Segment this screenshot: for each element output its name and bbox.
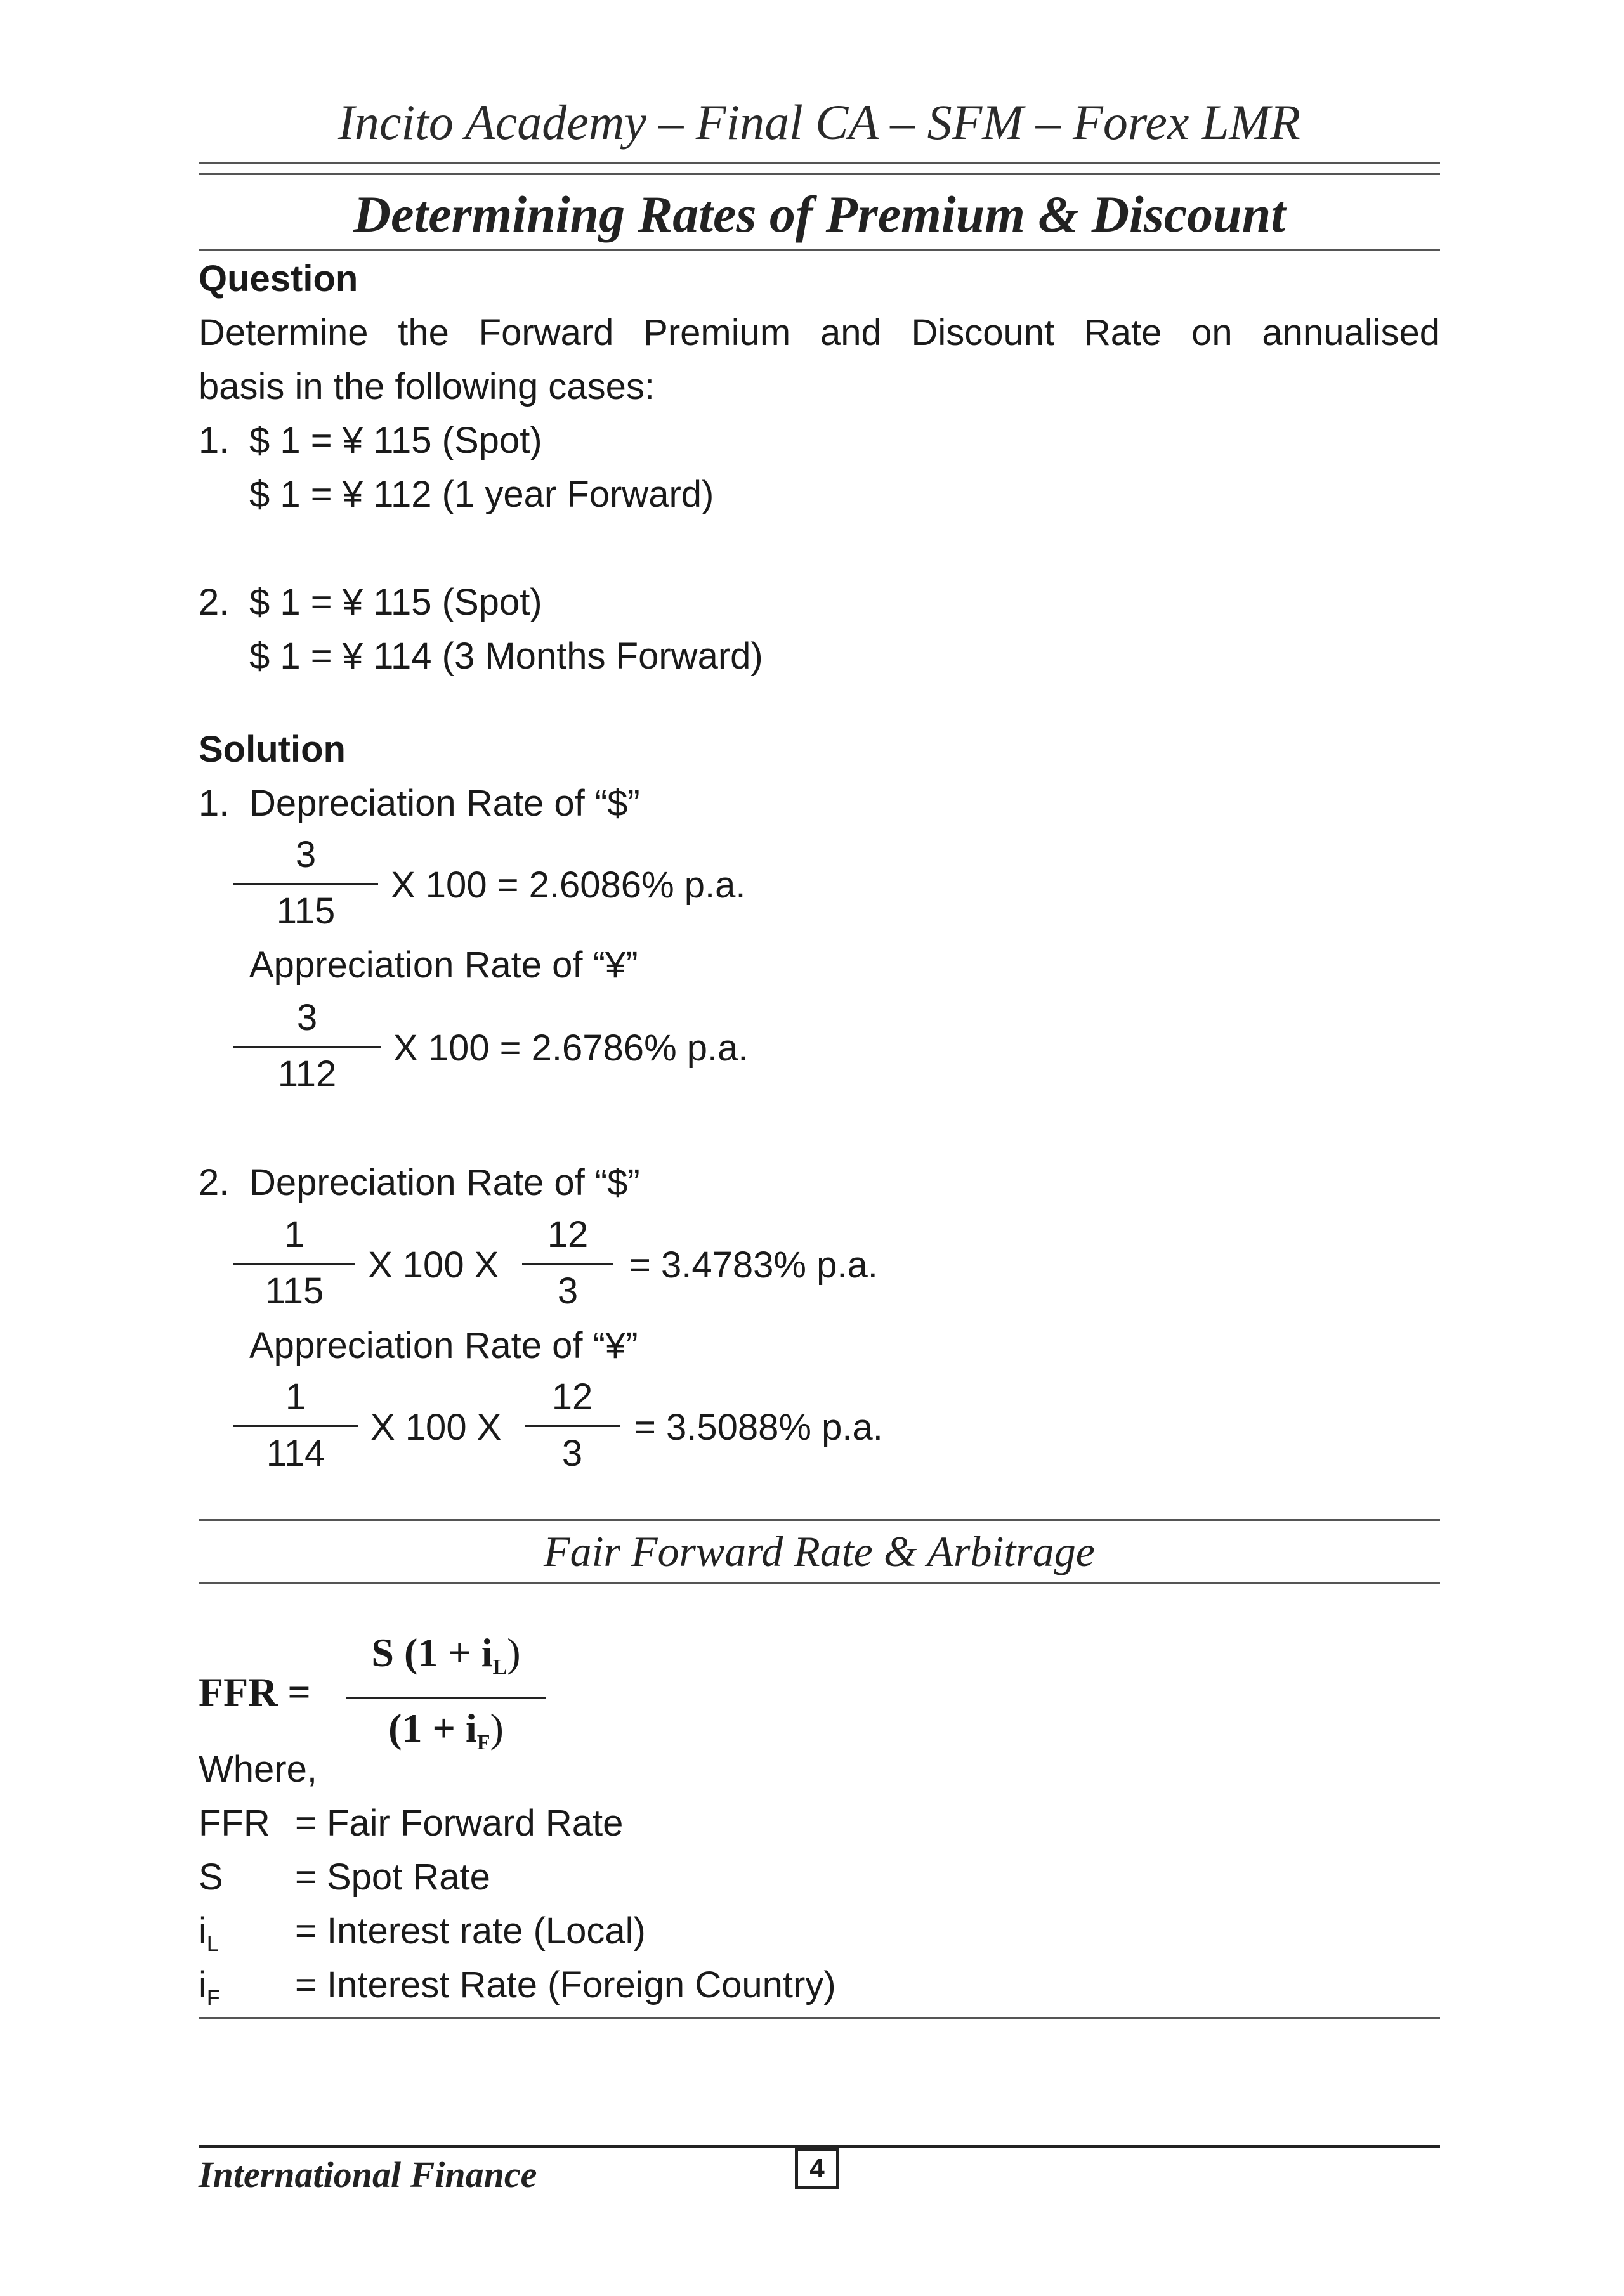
case2-forward: $ 1 = ¥ 114 (3 Months Forward) — [249, 636, 763, 677]
solution1-dep-result: X 100 = 2.6086% p.a. — [391, 864, 746, 906]
question-case1 — [199, 414, 542, 467]
where-label: Where, — [199, 1749, 317, 1790]
ffr-formula-fraction — [346, 1629, 546, 1767]
case2-number: 2. — [199, 582, 230, 623]
fraction-denominator: 3 — [561, 1433, 583, 1474]
fraction-bar — [233, 883, 378, 885]
where-subscript: F — [206, 1986, 220, 2010]
question-label: Question — [199, 258, 358, 299]
header-rule-top — [199, 162, 1440, 164]
section-heading-fair-forward-rate: Fair Forward Rate & Arbitrage — [544, 1527, 1095, 1575]
solution2-app-fraction — [233, 1378, 358, 1473]
fraction-numerator: 1 — [284, 1214, 305, 1255]
footer-subject: International Finance — [199, 2154, 537, 2195]
fraction-denominator: 115 — [265, 1270, 324, 1312]
fraction-bar — [233, 1046, 381, 1048]
fraction-denominator: 112 — [277, 1053, 337, 1095]
fraction-numerator: 1 — [285, 1376, 306, 1418]
solution2-number: 2. — [199, 1162, 230, 1203]
fraction-numerator: 12 — [547, 1214, 589, 1255]
where-row-if — [199, 1959, 220, 2025]
solution1-appreciation-label: Appreciation Rate of “¥” — [249, 944, 638, 986]
solution-label: Solution — [199, 729, 346, 770]
case1-forward: $ 1 = ¥ 112 (1 year Forward) — [249, 474, 714, 515]
section-heading-premium-discount: Determining Rates of Premium & Discount — [353, 185, 1286, 243]
where-bottom-rule — [199, 2017, 1440, 2019]
fraction-denominator: 3 — [557, 1270, 579, 1312]
page-number-box — [795, 2148, 839, 2189]
fraction-bar — [233, 1263, 355, 1265]
solution1-number: 1. — [199, 783, 230, 824]
where-symbol: i — [199, 1964, 207, 2006]
page-number: 4 — [809, 2153, 825, 2183]
solution1-dep-fraction — [233, 836, 378, 930]
where-row-s — [199, 1851, 223, 1904]
where-symbol: i — [199, 1910, 207, 1952]
solution2-appreciation-label: Appreciation Rate of “¥” — [249, 1325, 638, 1366]
solution2-app-multiplier: X 100 X — [370, 1407, 502, 1448]
solution2-dep-fraction — [233, 1216, 355, 1310]
fraction-denominator: 114 — [266, 1433, 325, 1474]
case2-spot: $ 1 = ¥ 115 (Spot) — [249, 582, 542, 623]
solution2-app-fraction2 — [525, 1378, 620, 1473]
fraction-numerator: 12 — [551, 1376, 593, 1418]
section2-rule-top — [199, 1519, 1440, 1521]
page-header-title: Incito Academy – Final CA – SFM – Forex LMR — [337, 95, 1301, 150]
solution2-dep-result: = 3.4783% p.a. — [629, 1244, 878, 1286]
where-row-ffr — [199, 1797, 270, 1850]
case1-spot: $ 1 = ¥ 115 (Spot) — [249, 420, 542, 461]
solution1-app-fraction — [233, 999, 381, 1093]
where-def-ffr: = Fair Forward Rate — [295, 1803, 624, 1844]
where-def-if: = Interest Rate (Foreign Country) — [295, 1964, 836, 2006]
solution1-dep-text: Depreciation Rate of “$” — [249, 783, 640, 824]
ffr-fraction-bar — [346, 1697, 546, 1699]
where-symbol: S — [199, 1856, 223, 1898]
where-def-il: = Interest rate (Local) — [295, 1910, 646, 1952]
solution2-dep-text: Depreciation Rate of “$” — [249, 1162, 640, 1203]
question-text-line1: Determine the Forward Premium and Discount Rate on annualised — [199, 312, 1440, 353]
ffr-denominator: $(1 + i_F)$ — [388, 1706, 504, 1754]
section2-rule-bottom — [199, 1582, 1440, 1584]
case1-number: 1. — [199, 420, 230, 461]
solution1-app-result: X 100 = 2.6786% p.a. — [393, 1027, 749, 1069]
fraction-numerator: 3 — [296, 997, 318, 1038]
section1-rule — [199, 249, 1440, 251]
fraction-denominator: 115 — [276, 890, 336, 932]
solution2-depreciation-label — [199, 1156, 640, 1210]
fraction-numerator: 3 — [295, 834, 317, 875]
ffr-formula-lhs: FFR = — [199, 1669, 311, 1714]
solution2-dep-multiplier: X 100 X — [368, 1244, 499, 1286]
where-def-s: = Spot Rate — [295, 1856, 490, 1898]
question-text-line2: basis in the following cases: — [199, 366, 655, 407]
fraction-bar — [522, 1263, 613, 1265]
solution2-app-result: = 3.5088% p.a. — [634, 1407, 883, 1448]
where-subscript: L — [206, 1932, 219, 1956]
header-rule-bottom — [199, 173, 1440, 175]
where-symbol: FFR — [199, 1803, 270, 1844]
ffr-numerator: S $(1 + i_L)$ — [371, 1630, 521, 1679]
solution2-dep-fraction2 — [522, 1216, 613, 1310]
solution1-depreciation-label — [199, 777, 640, 830]
fraction-bar — [233, 1425, 358, 1427]
question-case2 — [199, 576, 542, 629]
fraction-bar — [525, 1425, 620, 1427]
